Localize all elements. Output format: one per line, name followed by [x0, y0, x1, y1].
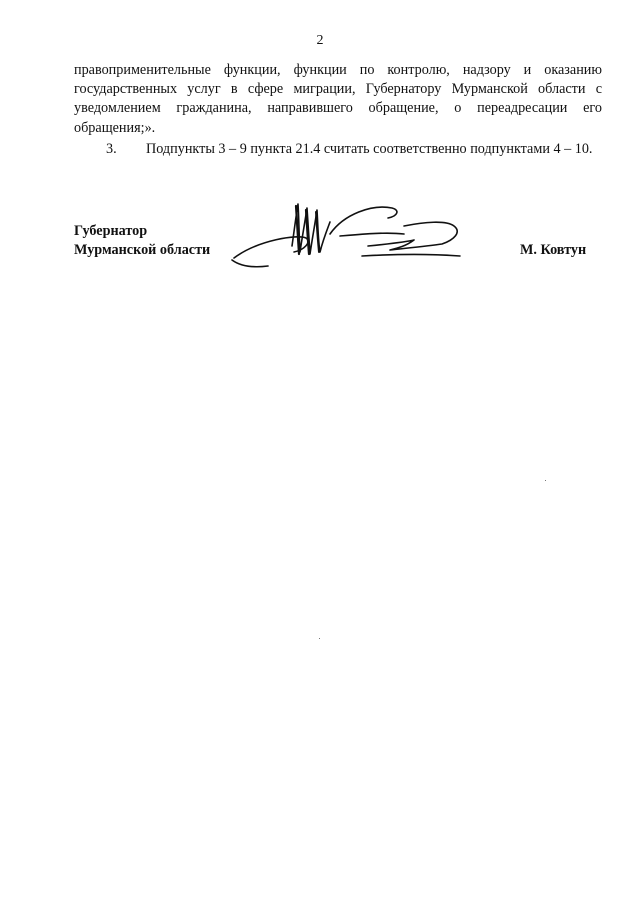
item-3-number: 3.	[106, 140, 117, 157]
signature-stroke-1	[234, 237, 308, 258]
signatory-position	[74, 222, 210, 260]
signature-stroke-7	[340, 233, 404, 236]
item-3-text: Подпункты 3 – 9 пункта 21.4 считать соответственно подпунктами 4 – 10.	[146, 140, 593, 157]
scan-speck	[319, 638, 320, 639]
signatory-name: М. Ковтун	[520, 242, 587, 258]
signature-stroke-8	[368, 222, 457, 250]
handwritten-signature	[228, 196, 468, 274]
document-body	[74, 61, 602, 159]
continuation-paragraph: правоприменительные функции, функции по контролю, надзору и оказанию государственных услуг в сфере миграции, Губернатору Мурманской области с уведомлением гражданина, направившего обращение, о переадресации его обращения;».	[74, 62, 602, 136]
signature-stroke-10	[232, 260, 268, 267]
item-3-paragraph	[74, 140, 602, 159]
position-line-1: Губернатор	[74, 223, 148, 239]
signature-stroke-9	[362, 255, 460, 257]
signature-stroke-6	[330, 207, 397, 234]
scan-speck	[545, 480, 546, 481]
position-line-2: Мурманской области	[74, 242, 211, 259]
page-number: 2	[316, 33, 324, 48]
